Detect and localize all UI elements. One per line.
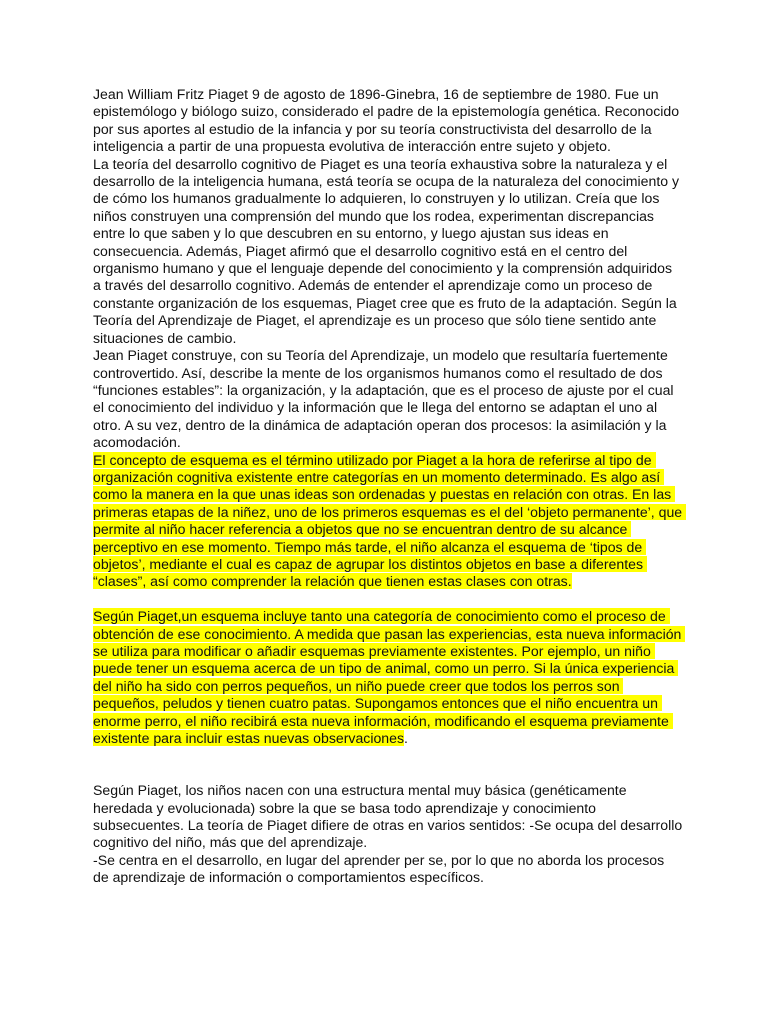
paragraph-spacer <box>93 747 683 782</box>
highlighted-text: El concepto de esquema es el término utilizado por Piaget a la hora de referirse al tipo de organización cognitiva existente entre categorías en un momento determinado. Es algo así como la manera en la que unas ideas son ordenadas y puestas en relación con otras. En las primeras etapas de la niñez, uno de los primeros esquemas es el del ‘objeto permanente’, que permite al niño hacer referencia a objetos que no se encuentran dentro de su alcance perceptivo en ese momento. Tiempo más tarde, el niño alcanza el esquema de ‘tipos de objetos’, mediante el cual es capaz de agrupar los distintos objetos en base a diferentes “clases”, así como comprender la relación que tienen estas clases con otras. <box>93 451 687 590</box>
paragraph-mental-structure: Según Piaget, los niños nacen con una estructura mental muy básica (genéticamente heredada y evolucionada) sobre la que se basa todo aprendizaje y conocimiento subsecuentes. La teoría de Piaget difiere de otras en varios sentidos: -Se ocupa del desarrollo cognitivo del niño, más que del aprendizaje. <box>93 782 687 851</box>
paragraph-period: . <box>404 730 408 747</box>
document-body <box>93 86 687 887</box>
paragraph-piaget-bio: Jean William Fritz Piaget 9 de agosto de 1896-Ginebra, 16 de septiembre de 1980. Fue un epistemólogo y biólogo suizo, considerado el padre de la epistemología genética. Reconocido por sus aportes al estudio de la infancia y por su teoría constructivista del desarrollo de la inteligencia a partir de una propuesta evolutiva de interacción entre sujeto y objeto. <box>93 86 683 155</box>
paragraph-learning-theory: Jean Piaget construye, con su Teoría del Aprendizaje, un modelo que resultaría fuertemente controvertido. Así, describe la mente de los organismos humanos como el resultado de dos “funciones estables”: la organización, y la adaptación, que es el proceso de ajuste por el cual el conocimiento del individuo y la información que le llega del entorno se adaptan el uno al otro. A su vez, dentro de la dinámica de adaptación operan dos procesos: la asimilación y la acomodación. <box>93 347 678 451</box>
highlighted-text: Según Piaget,un esquema incluye tanto una categoría de conocimiento como el proceso de obtención de ese conocimiento. A medida que pasan las experiencias, esta nueva información se utiliza para modificar o añadir esquemas previamente existentes. Por ejemplo, un niño puede tener un esquema acerca de un tipo de animal, como un perro. Si la única experiencia del niño ha sido con perros pequeños, un niño puede creer que todos los perros son pequeños, peludos y tienen cuatro patas. Supongamos entonces que el niño encuentra un enorme perro, el niño recibirá esta nueva información, modificando el esquema previamente existente para incluir estas nuevas observaciones <box>93 608 686 747</box>
paragraph-development-focus: -Se centra en el desarrollo, en lugar del aprender per se, por lo que no aborda los procesos de aprendizaje de información o comportamientos específicos. <box>93 851 669 886</box>
paragraph-cognitive-theory: La teoría del desarrollo cognitivo de Piaget es una teoría exhaustiva sobre la naturaleza y el desarrollo de la inteligencia humana, está teoría se ocupa de la naturaleza del conocimiento y de cómo los humanos gradualmente lo adquieren, lo construyen y lo utilizan. Creía que los niños construyen una comprensión del mundo que los rodea, experimentan discrepancias entre lo que saben y lo que descubren en su entorno, y luego ajustan sus ideas en consecuencia. Además, Piaget afirmó que el desarrollo cognitivo está en el centro del organismo humano y que el lenguaje depende del conocimiento y la comprensión adquiridos a través del desarrollo cognitivo. Además de entender el aprendizaje como un proceso de constante organización de los esquemas, Piaget cree que es fruto de la adaptación. Según la Teoría del Aprendizaje de Piaget, el aprendizaje es un proceso que sólo tiene sentido ante situaciones de cambio. <box>93 155 683 346</box>
paragraph-schema-concept <box>93 451 687 591</box>
paragraph-spacer <box>93 591 683 608</box>
paragraph-schema-example <box>93 608 686 747</box>
